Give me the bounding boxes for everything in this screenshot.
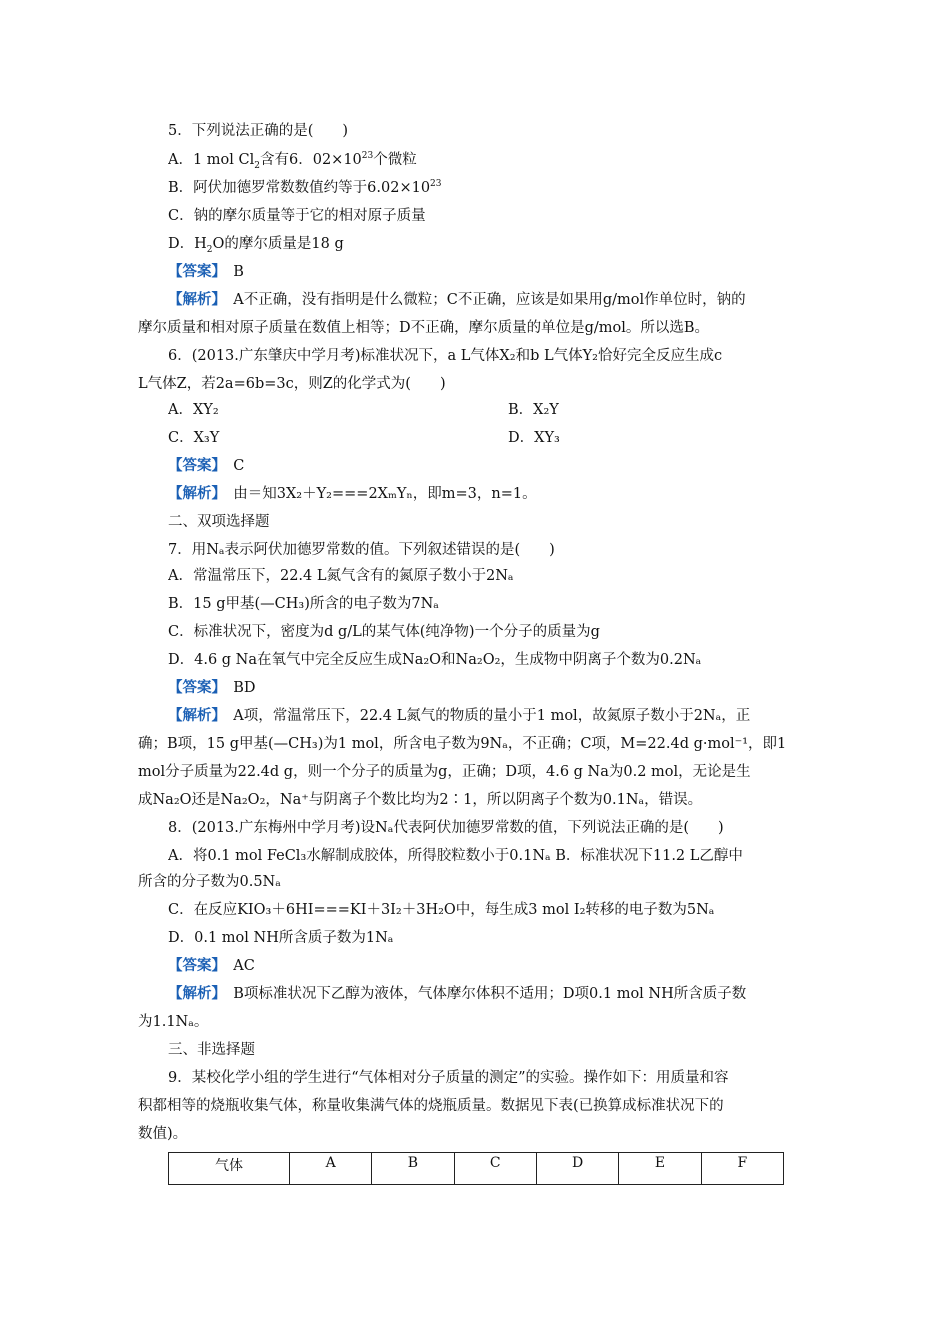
q8-option-a-2: 所含的分子数为0.5Nₐ: [138, 874, 281, 890]
table-row: [169, 1153, 784, 1185]
answer-tag: 【答案】: [168, 263, 219, 280]
q6-stem-2: L气体Z，若2a=6b=3c，则Z的化学式为( ): [138, 376, 446, 392]
gas-data-table: [168, 1152, 784, 1185]
analysis-tag: 【解析】: [168, 985, 219, 1002]
q8-answer: 【答案】 AC: [168, 957, 255, 974]
q5-analysis-2: 摩尔质量和相对原子质量在数值上相等；D不正确，摩尔质量的单位是g/mol。所以选B。: [138, 320, 710, 336]
q7-option-d: D．4.6 g Na在氧气中完全反应生成Na₂O和Na₂O₂，生成物中阴离子个数为0.2Nₐ: [168, 652, 702, 668]
q7-option-c: C．标准状况下，密度为d g/L的某气体(纯净物)一个分子的质量为g: [168, 624, 600, 640]
q9-stem-2: 积都相等的烧瓶收集气体，称量收集满气体的烧瓶质量。数据见下表(已换算成标准状况下的: [138, 1098, 724, 1114]
q7-analysis-4: 成Na₂O还是Na₂O₂，Na⁺与阴离子个数比均为2∶1，所以阴离子个数为0.1Nₐ，错误。: [138, 792, 703, 808]
q7-analysis-1: 【解析】 A项，常温常压下，22.4 L氮气的物质的量小于1 mol，故氮原子数小于2Nₐ，正: [168, 707, 751, 724]
q7-option-a: A．常温常压下，22.4 L氮气含有的氮原子数小于2Nₐ: [168, 568, 514, 584]
q9-stem-1: 9．某校化学小组的学生进行“气体相对分子质量的测定”的实验。操作如下：用质量和容: [168, 1070, 729, 1086]
table-header-cell: 气体: [169, 1153, 290, 1185]
q6-option-c: C．X₃Y: [168, 430, 220, 446]
q6-option-a: A．XY₂: [168, 402, 219, 418]
q5-stem: 5．下列说法正确的是( ): [168, 123, 349, 139]
q6-option-d: D．XY₃: [508, 430, 560, 446]
answer-tag: 【答案】: [168, 957, 219, 974]
q8-option-d: D．0.1 mol NH所含质子数为1Nₐ: [168, 930, 394, 946]
q7-analysis-3: mol分子质量为22.4d g，则一个分子的质量为g，正确；D项，4.6 g Na为0.2 mol，无论是生: [138, 764, 751, 780]
q9-stem-3: 数值)。: [138, 1126, 188, 1142]
q8-option-a-1: A．将0.1 mol FeCl₃水解制成胶体，所得胶粒数小于0.1Nₐ B．标准状况下11.2 L乙醇中: [168, 848, 743, 864]
q5-option-d: D．$H_2O$的摩尔质量是18 g: [168, 236, 344, 254]
q6-analysis: 【解析】 由＝知3X₂＋Y₂===2XₘYₙ，即m=3，n=1。: [168, 485, 537, 502]
q7-answer: 【答案】 BD: [168, 679, 256, 696]
q5-option-a: A．1 mol $Cl_2$含有6．$02\times 10^{23}$个微粒: [168, 151, 417, 170]
q5-option-c: C．钠的摩尔质量等于它的相对原子质量: [168, 208, 426, 224]
q6-stem-1: 6．(2013.广东肇庆中学月考)标准状况下，a L气体X₂和b L气体Y₂恰好完全反应生成c: [168, 348, 723, 364]
q6-answer: 【答案】 C: [168, 457, 245, 474]
answer-tag: 【答案】: [168, 679, 219, 696]
q5-option-b: B．阿伏加德罗常数数值约等于$6.02\times 10^{23}$: [168, 179, 442, 196]
analysis-tag: 【解析】: [168, 707, 219, 724]
table-header-cell: D: [536, 1153, 618, 1185]
q8-analysis-1: 【解析】 B项标准状况下乙醇为液体，气体摩尔体积不适用；D项0.1 mol NH所含质子数: [168, 985, 747, 1002]
table-header-cell: C: [454, 1153, 536, 1185]
q5-analysis-1: 【解析】 A不正确，没有指明是什么微粒；C不正确，应该是如果用g/mol作单位时，钠的: [168, 291, 746, 308]
q7-stem: 7．用Nₐ表示阿伏加德罗常数的值。下列叙述错误的是( ): [168, 542, 555, 558]
q8-stem: 8．(2013.广东梅州中学月考)设Nₐ代表阿伏加德罗常数的值，下列说法正确的是( ): [168, 820, 724, 836]
q7-option-b: B．15 g甲基(—CH₃)所含的电子数为7Nₐ: [168, 596, 439, 612]
table-header-cell: F: [701, 1153, 783, 1185]
q7-analysis-2: 确；B项，15 g甲基(—CH₃)为1 mol，所含电子数为9Nₐ，不正确；C项，M=22.4d g·mol⁻¹，即1: [138, 736, 787, 752]
answer-tag: 【答案】: [168, 457, 219, 474]
q6-option-b: B．X₂Y: [508, 402, 559, 418]
q5-answer: 【答案】 B: [168, 263, 244, 280]
table-header-cell: E: [619, 1153, 701, 1185]
table-header-cell: A: [289, 1153, 371, 1185]
q8-analysis-2: 为1.1Nₐ。: [138, 1014, 209, 1030]
section-heading-2: 二、双项选择题: [168, 514, 270, 530]
analysis-tag: 【解析】: [168, 291, 219, 308]
q8-option-c: C．在反应KIO₃＋6HI===KI＋3I₂＋3H₂O中，每生成3 mol I₂转移的电子数为5Nₐ: [168, 902, 715, 918]
section-heading-3: 三、非选择题: [168, 1042, 255, 1058]
table-header-cell: B: [372, 1153, 454, 1185]
analysis-tag: 【解析】: [168, 485, 219, 502]
